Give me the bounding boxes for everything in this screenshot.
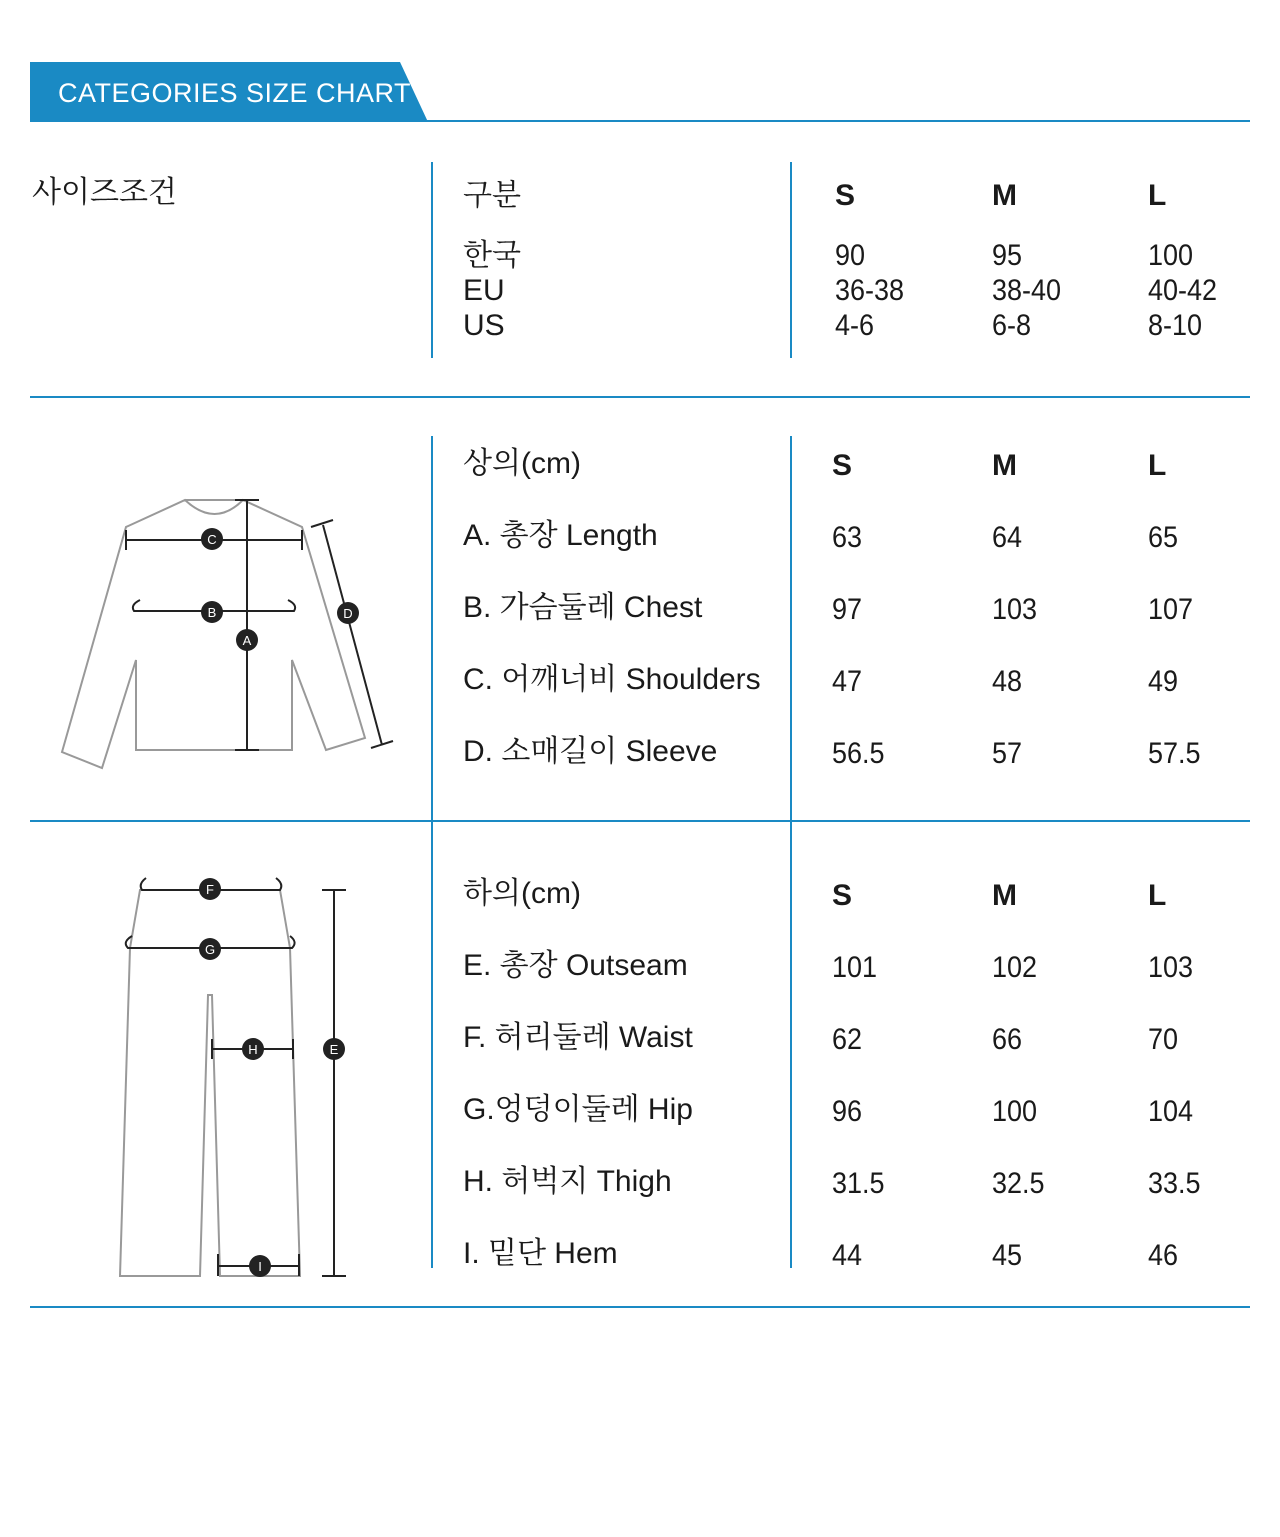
- top-value: 63: [832, 521, 863, 554]
- bottom-row-label: G.엉덩이둘레 Hip: [463, 1093, 693, 1126]
- conditions-size-l: L: [1148, 179, 1167, 212]
- cond-value: 100: [1148, 239, 1194, 272]
- region-korea: 한국: [463, 239, 521, 272]
- top-size-l: L: [1148, 449, 1167, 482]
- region-us: US: [463, 309, 505, 342]
- bottom-value: 70: [1148, 1023, 1179, 1056]
- bottom-value: 32.5: [992, 1167, 1045, 1200]
- cond-value: 40-42: [1148, 274, 1218, 307]
- top-value: 47: [832, 665, 863, 698]
- bottom-value: 31.5: [832, 1167, 885, 1200]
- col-divider-2: [790, 162, 792, 358]
- col-divider-3: [431, 436, 433, 1268]
- marker-g-label: G: [204, 942, 216, 957]
- divider-conditions: [30, 396, 1250, 398]
- top-title: 상의(cm): [463, 447, 581, 480]
- cond-value: 90: [835, 239, 866, 272]
- marker-a-label: A: [242, 633, 252, 648]
- region-eu: EU: [463, 274, 505, 307]
- page-title: CATEGORIES SIZE CHART: [58, 78, 412, 108]
- bottom-row-label: F. 허리둘레 Waist: [463, 1021, 693, 1054]
- bottom-size-s: S: [832, 879, 853, 912]
- marker-h-icon: [242, 1038, 264, 1060]
- marker-b-label: B: [207, 605, 217, 620]
- marker-a-icon: [236, 629, 258, 651]
- conditions-col-label: 구분: [463, 179, 521, 212]
- divider-bottom: [30, 1306, 1250, 1308]
- divider-top-garment: [30, 820, 1250, 822]
- bottom-value: 100: [992, 1095, 1038, 1128]
- cond-value: 36-38: [835, 274, 905, 307]
- cond-value: 6-8: [992, 309, 1032, 342]
- top-value: 107: [1148, 593, 1194, 626]
- top-value: 57: [992, 737, 1023, 770]
- top-value: 65: [1148, 521, 1179, 554]
- marker-c-icon: [201, 528, 223, 550]
- top-value: 64: [992, 521, 1023, 554]
- marker-f-label: F: [206, 882, 214, 897]
- col-divider-1: [431, 162, 433, 358]
- bottom-value: 33.5: [1148, 1167, 1201, 1200]
- cond-value: 4-6: [835, 309, 875, 342]
- marker-i-label: I: [258, 1259, 262, 1274]
- bottom-value: 102: [992, 951, 1038, 984]
- bottom-value: 62: [832, 1023, 863, 1056]
- conditions-size-s: S: [835, 179, 856, 212]
- bottom-size-l: L: [1148, 879, 1167, 912]
- top-value: 97: [832, 593, 863, 626]
- bottom-value: 46: [1148, 1239, 1179, 1272]
- top-value: 56.5: [832, 737, 885, 770]
- marker-d-icon: [337, 602, 359, 624]
- top-value: 103: [992, 593, 1038, 626]
- marker-e-icon: [323, 1038, 345, 1060]
- marker-f-icon: [199, 878, 221, 900]
- marker-e-label: E: [329, 1042, 339, 1057]
- marker-c-label: C: [207, 532, 217, 547]
- cond-value: 38-40: [992, 274, 1062, 307]
- section-title-tab: [30, 62, 430, 122]
- marker-h-label: H: [248, 1042, 258, 1057]
- cond-value: 8-10: [1148, 309, 1203, 342]
- bottom-value: 101: [832, 951, 878, 984]
- divider-top: [30, 120, 1250, 122]
- top-value: 49: [1148, 665, 1179, 698]
- bottom-value: 96: [832, 1095, 863, 1128]
- cond-value: 95: [992, 239, 1023, 272]
- marker-b-icon: [201, 601, 223, 623]
- bottom-size-m: M: [992, 879, 1017, 912]
- bottom-value: 103: [1148, 951, 1194, 984]
- bottom-row-label: H. 허벅지 Thigh: [463, 1165, 672, 1198]
- marker-i-icon: [249, 1255, 271, 1277]
- top-size-s: S: [832, 449, 853, 482]
- bottom-value: 44: [832, 1239, 863, 1272]
- bottom-row-label: I. 밑단 Hem: [463, 1237, 618, 1270]
- top-garment-diagram: [40, 480, 420, 790]
- conditions-size-m: M: [992, 179, 1017, 212]
- bottom-title: 하의(cm): [463, 877, 581, 910]
- marker-g-icon: [199, 938, 221, 960]
- col-divider-4: [790, 436, 792, 1268]
- top-row-label: B. 가슴둘레 Chest: [463, 591, 703, 624]
- top-value: 48: [992, 665, 1023, 698]
- bottom-value: 66: [992, 1023, 1023, 1056]
- marker-d-label: D: [343, 606, 353, 621]
- bottom-row-label: E. 총장 Outseam: [463, 949, 688, 982]
- conditions-label: 사이즈조건: [32, 176, 177, 209]
- top-row-label: A. 총장 Length: [463, 519, 658, 552]
- bottom-value: 45: [992, 1239, 1023, 1272]
- top-row-label: C. 어깨너비 Shoulders: [463, 663, 761, 696]
- top-size-m: M: [992, 449, 1017, 482]
- top-row-label: D. 소매길이 Sleeve: [463, 735, 718, 768]
- top-value: 57.5: [1148, 737, 1201, 770]
- bottom-garment-diagram: [110, 870, 370, 1290]
- bottom-value: 104: [1148, 1095, 1194, 1128]
